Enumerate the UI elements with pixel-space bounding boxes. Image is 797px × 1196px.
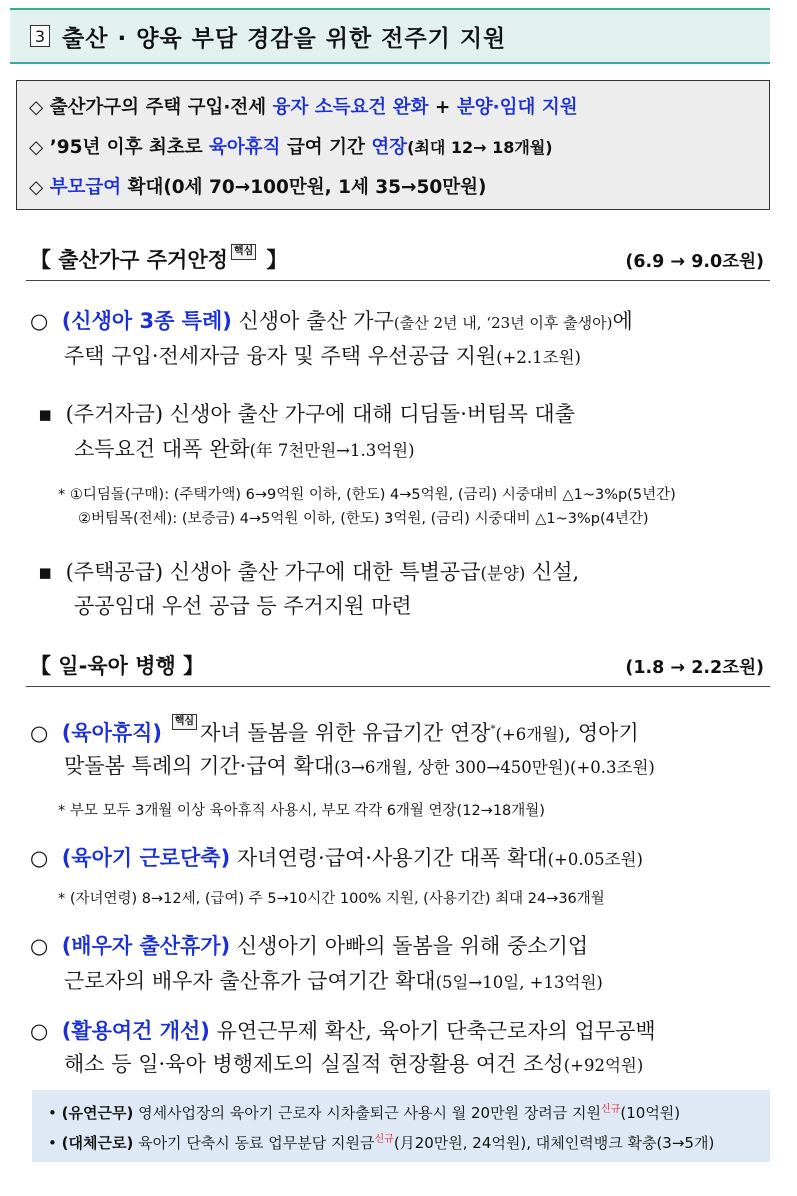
circle-bullet-icon: ○ bbox=[30, 721, 49, 745]
item-small: (+0.05조원) bbox=[547, 850, 643, 869]
detail-head: (유연근무) bbox=[61, 1104, 134, 1122]
key-badge: 핵심 bbox=[172, 714, 197, 730]
work-item-4-line-1 bbox=[30, 1015, 656, 1047]
item-text: 에 bbox=[612, 309, 633, 333]
work-item-4-line-2 bbox=[64, 1048, 643, 1082]
item-small: (+6개월) bbox=[495, 725, 565, 744]
section-header-housing bbox=[26, 242, 770, 281]
dot-bullet-icon: • bbox=[48, 1104, 57, 1122]
work-item-3-line-2 bbox=[64, 965, 603, 999]
summary-highlight: 분양·임대 지원 bbox=[456, 97, 578, 118]
item-text: 유연근무제 확산, 육아기 단축근로자의 업무공백 bbox=[209, 1019, 656, 1043]
circle-bullet-icon: ○ bbox=[30, 934, 49, 958]
item-head: (육아휴직) bbox=[61, 721, 163, 745]
housing-item-3-line-1 bbox=[38, 556, 579, 590]
summary-small: (최대 12→ 18개월) bbox=[407, 138, 553, 157]
section-label-close: 】 bbox=[259, 248, 288, 272]
item-small: (+92억원) bbox=[563, 1056, 644, 1075]
new-badge: 신규 bbox=[374, 1134, 394, 1145]
detail-head: (대체근로) bbox=[61, 1134, 134, 1152]
key-badge: 핵심 bbox=[231, 244, 256, 260]
circle-bullet-icon: ○ bbox=[30, 846, 49, 870]
diamond-icon: ◇ bbox=[29, 177, 44, 198]
housing-item-2-line-1 bbox=[38, 398, 575, 430]
item-head: (신생아 3종 특례) bbox=[61, 309, 232, 333]
item-text: (주거자금) 신생아 출산 가구에 대해 디딤돌·버팀목 대출 bbox=[65, 402, 575, 426]
summary-highlight: 부모급여 bbox=[49, 177, 122, 198]
item-small: (+2.1조원) bbox=[496, 348, 581, 367]
detail-tail: (10억원) bbox=[620, 1104, 681, 1122]
circle-bullet-icon: ○ bbox=[30, 1019, 49, 1043]
item-head: (활용여건 개선) bbox=[61, 1019, 210, 1043]
item-text: 근로자의 배우자 출산휴가 급여기간 확대 bbox=[64, 969, 436, 993]
summary-highlight: 육아휴직 bbox=[209, 137, 281, 158]
detail-line-2 bbox=[48, 1130, 714, 1153]
section-label bbox=[30, 244, 288, 274]
item-text: 해소 등 일·육아 병행제도의 실질적 현장활용 여건 조성 bbox=[64, 1052, 564, 1076]
detail-text: 영세사업장의 육아기 근로자 시차출퇴근 사용시 월 20만원 장려금 지원 bbox=[133, 1104, 602, 1122]
item-text: 소득요건 대폭 완화 bbox=[74, 437, 250, 461]
item-small: (분양) bbox=[480, 564, 526, 583]
section-label-text: 【 출산가구 주거안정 bbox=[30, 248, 228, 272]
new-badge: 신규 bbox=[601, 1104, 621, 1115]
work-item-2 bbox=[30, 842, 643, 876]
section-title-bar bbox=[10, 8, 770, 64]
item-head: (배우자 출산휴가) bbox=[61, 934, 231, 958]
item-text: 신생아 출산 가구 bbox=[231, 309, 394, 333]
detail-line-1 bbox=[48, 1100, 680, 1123]
summary-text: 확대(0세 70→100만원, 1세 35→50만원) bbox=[121, 177, 487, 198]
work-item-1-line-1 bbox=[30, 714, 639, 751]
circle-bullet-icon: ○ bbox=[30, 309, 49, 333]
section-budget: (1.8 → 2.2조원) bbox=[625, 658, 764, 678]
diamond-icon: ◇ bbox=[29, 137, 44, 158]
section-number: 3 bbox=[30, 25, 50, 47]
item-small: (5일→10일, +13억원) bbox=[435, 973, 603, 992]
item-small: (年 7천만원→1.3억원) bbox=[249, 441, 415, 460]
summary-line-1 bbox=[29, 93, 578, 119]
summary-text: 급여 기간 bbox=[280, 137, 372, 158]
housing-note-1: * ①디딤돌(구매): (주택가액) 6→9억원 이하, (한도) 4→5억원, (금리) 시중대비 △1~3%p(5년간) bbox=[58, 487, 676, 503]
housing-item-2-line-2 bbox=[74, 433, 415, 467]
section-label: 【 일-육아 병행 】 bbox=[30, 654, 205, 678]
housing-note-2: ②버팀목(전세): (보증금) 4→5억원 이하, (한도) 3억원, (금리) 시중대비 △1~3%p(4년간) bbox=[78, 511, 649, 527]
item-text: 자녀연령·급여·사용기간 대폭 확대 bbox=[230, 846, 548, 870]
item-text: 맞돌봄 특례의 기간·급여 확대 bbox=[64, 754, 335, 778]
summary-text: 출산가구의 주택 구입·전세 bbox=[49, 97, 273, 118]
section-budget: (6.9 → 9.0조원) bbox=[625, 252, 764, 272]
item-text: (주택공급) 신생아 출산 가구에 대한 특별공급 bbox=[65, 560, 481, 584]
item-head: (육아기 근로단축) bbox=[61, 846, 231, 870]
summary-text: ’95년 이후 최초로 bbox=[49, 137, 210, 158]
item-text: 주택 구입·전세자금 융자 및 주택 우선공급 지원 bbox=[64, 344, 497, 368]
item-text: , 영아기 bbox=[564, 721, 639, 745]
summary-text: + bbox=[428, 97, 457, 118]
item-text: 신생아기 아빠의 돌봄을 위해 중소기업 bbox=[230, 934, 589, 958]
section-header-work-childcare bbox=[26, 648, 770, 687]
housing-item-1-line-1 bbox=[30, 305, 633, 339]
square-bullet-icon: ▪ bbox=[38, 560, 53, 584]
housing-item-1-line-2 bbox=[64, 340, 581, 374]
work-note-2: * (자녀연령) 8→12세, (급여) 주 5→10시간 100% 지원, (사용기간) 최대 24→36개월 bbox=[58, 891, 605, 907]
item-small: (3→6개월, 상한 300→450만원)(+0.3조원) bbox=[334, 758, 655, 777]
section-title: 출산 · 양육 부담 경감을 위한 전주기 지원 bbox=[62, 25, 507, 52]
square-bullet-icon: ▪ bbox=[38, 402, 53, 426]
summary-line-3 bbox=[29, 173, 486, 199]
item-text: 자녀 돌봄을 위한 유급기간 연장 bbox=[200, 721, 491, 745]
item-text: 신설, bbox=[525, 560, 580, 584]
diamond-icon: ◇ bbox=[29, 97, 44, 118]
work-item-3-line-1 bbox=[30, 930, 588, 962]
summary-highlight: 연장 bbox=[371, 137, 408, 158]
detail-tail: (月20만원, 24억원), 대체인력뱅크 확충(3→5개) bbox=[393, 1134, 715, 1152]
item-small: (출산 2년 내, ‘23년 이후 출생아) bbox=[393, 314, 613, 332]
summary-highlight: 융자 소득요건 완화 bbox=[272, 97, 429, 118]
summary-box bbox=[16, 80, 770, 210]
detail-note-box bbox=[32, 1090, 770, 1162]
work-item-1-line-2 bbox=[64, 750, 655, 784]
work-note-1: * 부모 모두 3개월 이상 육아휴직 사용시, 부모 각각 6개월 연장(12→18개월) bbox=[58, 803, 545, 819]
footnote-star: * bbox=[490, 724, 496, 735]
detail-text: 육아기 단축시 동료 업무분담 지원금 bbox=[133, 1134, 375, 1152]
housing-item-3-line-2: 공공임대 우선 공급 등 주거지원 마련 bbox=[74, 594, 412, 618]
summary-line-2 bbox=[29, 133, 553, 159]
dot-bullet-icon: • bbox=[48, 1134, 57, 1152]
